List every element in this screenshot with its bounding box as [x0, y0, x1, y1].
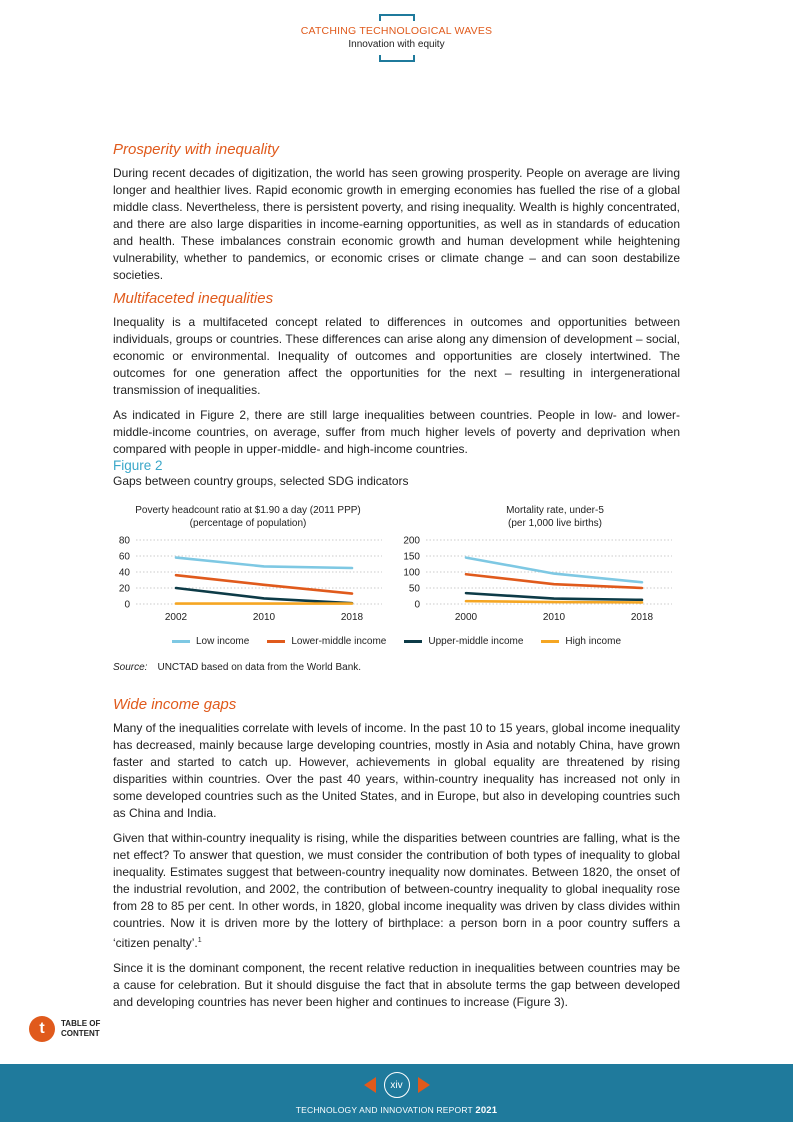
- toc-label-line1: TABLE OF: [61, 1019, 101, 1028]
- chart1-title: [130, 504, 366, 530]
- chart2-series-lower-middle-income: [466, 574, 642, 588]
- chart2-y-tick-label: 100: [403, 567, 420, 579]
- header-bracket-bottom: [379, 55, 415, 62]
- paragraph: Since it is the dominant component, the recent relative reduction in inequalities between countries may be a cause for celebration. But it should disguise the fact that in absolute terms the gap between developed and developing countries has never been higher and continues to increase (Figure 3).: [113, 961, 680, 1009]
- chart2-y-tick-label: 200: [403, 535, 420, 547]
- header-title: CATCHING TECHNOLOGICAL WAVES: [300, 25, 493, 37]
- section-prosperity: [113, 141, 680, 284]
- chart2-x-tick-label: 2018: [630, 612, 654, 623]
- paragraph: Many of the inequalities correlate with levels of income. In the past 10 to 15 years, global income inequality has decreased, mainly because large developing countries, mostly in Asia and notably China, have grown faster and started to catch up. However, achievements in global equality are threatened by rising disparities within countries. Over the past 40 years, within-country inequality has increased not only in some developed countries such as the United States, and in Europe, but also in developing countries such as China and India.: [113, 721, 680, 820]
- chart2-y-tick-label: 50: [408, 583, 420, 595]
- section-heading: Prosperity with inequality: [113, 141, 279, 158]
- chart2-series-upper-middle-income: [466, 593, 642, 600]
- chart1-y-tick-label: 80: [118, 535, 130, 547]
- legend-label: Low income: [195, 636, 250, 647]
- page-footer: [0, 1064, 793, 1122]
- legend-item: [541, 636, 621, 647]
- chart1-title-line2: (percentage of population): [189, 518, 307, 529]
- legend-item: [267, 636, 386, 647]
- chart2-x-tick-label: 2010: [542, 612, 566, 623]
- chart2-title-line2: (per 1,000 live births): [508, 518, 602, 529]
- legend-label: Lower-middle income: [291, 636, 387, 647]
- toc-label-line2: CONTENT: [61, 1029, 100, 1038]
- legend-swatch: [541, 640, 559, 643]
- section-wide-income: [113, 696, 680, 1011]
- chart-legend: [113, 636, 680, 647]
- source-text: UNCTAD based on data from the World Bank.: [157, 662, 362, 673]
- toc-label[interactable]: [61, 1019, 100, 1039]
- chart-poverty: [110, 534, 390, 626]
- chart1-series-low-income: [176, 558, 352, 568]
- legend-swatch: [404, 640, 422, 643]
- chart1-x-tick-label: 2002: [164, 612, 188, 623]
- section-heading: Multifaceted inequalities: [113, 290, 274, 307]
- previous-page-arrow-icon[interactable]: [364, 1077, 376, 1093]
- paragraph-text: Given that within-country inequality is rising, while the disparities between countries are falling, what is the net effect? To answer that question, we must consider the contribution of both types of inequality to global inequality. Estimates suggest that between-country inequality now dominates. Between 1820, the onset of the industrial revolution, and 2002, the contribution of between-country inequality to global inequality rose from 28 to 85 per cent. In other words, in 1820, global income inequality was driven by class divides within countries. Now it is driven more by the lottery of birthplace: a person born in a poor country suffers a ‘citizen penalty’.: [113, 831, 680, 950]
- chart1-x-tick-label: 2018: [340, 612, 364, 623]
- chart-mortality: [400, 534, 680, 626]
- report-title: [0, 1105, 793, 1116]
- chart2-title: [440, 504, 670, 530]
- toc-icon[interactable]: t: [29, 1016, 55, 1042]
- figure-source: [113, 662, 361, 673]
- chart1-x-tick-label: 2010: [252, 612, 276, 623]
- paragraph: Inequality is a multifaceted concept related to differences in outcomes and opportunities between individuals, groups or countries. These differences can arise along any dimension of development – social, economic or environmental. Inequality of outcomes and opportunities are closely intertwined. The outcomes for one generation affect the opportunities for the next – resulting in intergenerational transmission of inequalities.: [113, 315, 680, 397]
- chart1-y-tick-label: 60: [118, 551, 130, 563]
- paragraph: [113, 830, 680, 952]
- legend-label: High income: [565, 636, 622, 647]
- table-of-content-link[interactable]: [29, 1016, 100, 1042]
- legend-item: [404, 636, 523, 647]
- legend-item: [172, 636, 249, 647]
- footnote-ref[interactable]: 1: [197, 937, 202, 944]
- pager: [0, 1072, 793, 1098]
- section-multifaceted: [113, 290, 680, 458]
- page-header: [0, 14, 793, 62]
- figure-label: Figure 2: [113, 458, 163, 473]
- paragraph: During recent decades of digitization, the world has seen growing prosperity. People on average are living longer and healthier lives. Rapid economic growth in emerging economies has fuelled the rise of a global middle class. Nevertheless, there is persistent poverty, and rising inequality. Wealth is highly concentrated, and there are also large disparities in income-earning opportunities, as well as in standards of education and health. These imbalances constrain economic growth and human development while heightening vulnerability, whether to pandemics, or economic crises or climate change – and can soon destabilize societies.: [113, 166, 680, 282]
- report-name: TECHNOLOGY AND INNOVATION REPORT: [295, 1105, 473, 1115]
- source-label: Source:: [113, 662, 148, 673]
- chart2-title-line1: Mortality rate, under-5: [506, 505, 604, 516]
- chart1-y-tick-label: 20: [118, 583, 130, 595]
- chart1-y-tick-label: 0: [124, 599, 130, 611]
- chart2-series-low-income: [466, 558, 642, 583]
- report-year: 2021: [475, 1105, 498, 1116]
- chart2-series-high-income: [466, 601, 642, 602]
- legend-label: Upper-middle income: [428, 636, 524, 647]
- legend-swatch: [267, 640, 285, 643]
- chart2-y-tick-label: 150: [403, 551, 420, 563]
- section-heading: Wide income gaps: [113, 696, 237, 713]
- figure-heading: [113, 458, 680, 488]
- chart1-title-line1: Poverty headcount ratio at $1.90 a day (2011 PPP): [135, 505, 361, 516]
- header-subtitle: Innovation with equity: [348, 39, 445, 50]
- figure-caption: Gaps between country groups, selected SDG indicators: [113, 474, 409, 488]
- chart2-y-tick-label: 0: [414, 599, 420, 611]
- legend-swatch: [172, 640, 190, 643]
- header-bracket-top: [379, 14, 415, 21]
- next-page-arrow-icon[interactable]: [418, 1077, 430, 1093]
- page-number: xiv: [384, 1072, 410, 1098]
- chart1-y-tick-label: 40: [118, 567, 130, 579]
- paragraph: As indicated in Figure 2, there are still large inequalities between countries. People in low- and lower-middle-income countries, on average, suffer from much higher levels of poverty and deprivation when compared with people in upper-middle- and high-income countries.: [113, 408, 680, 456]
- chart2-x-tick-label: 2000: [454, 612, 478, 623]
